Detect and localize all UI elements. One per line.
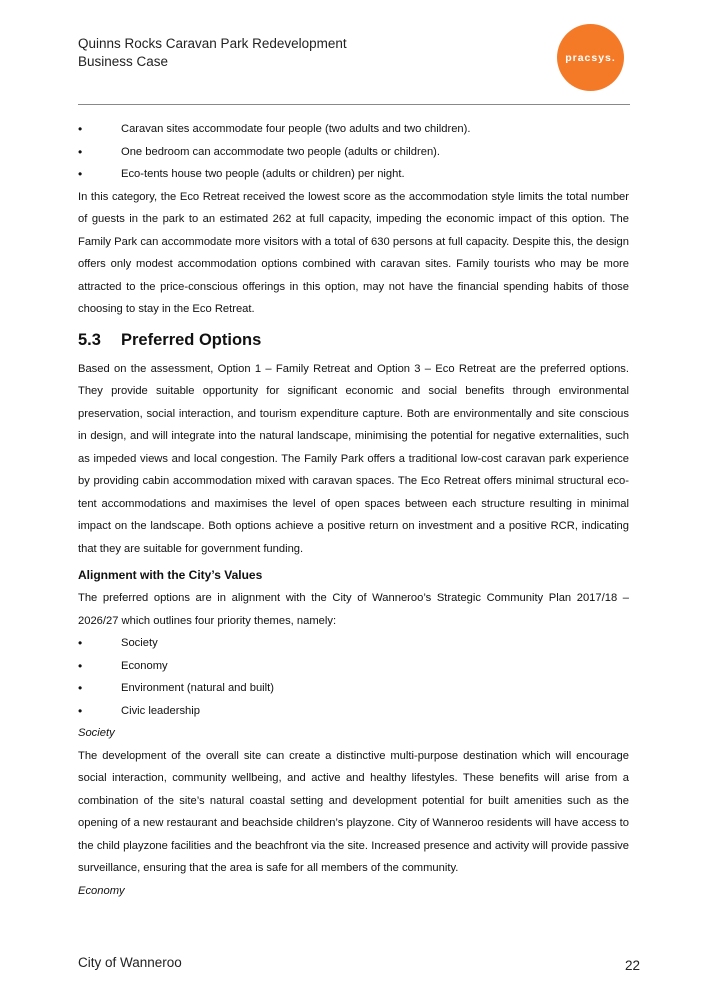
subheading-society: Society (78, 727, 115, 739)
list-item: • Economy (78, 655, 629, 678)
paragraph-preferred-options: Based on the assessment, Option 1 – Family Retreat and Option 3 – Eco Retreat are the preferred options. They provide suitable opportunity for significant economic and social benefits through environmental preservation, social interaction, and tourism expenditure capture. Both are environmentally and site conscious in design, and will integrate into the natural landscape, minimising the potential for negative externalities, such as impeded views and local congestion. The Family Park offers a traditional low-cost caravan park experience by providing cabin accommodation mixed with caravan spaces. The Eco Retreat offers minimal structural eco-tent accommodations and maximises the level of open spaces between each structure resulting in minimal impact on the landscape. Both options achieve a positive return on investment and a positive RCR, indicating that they are suitable for government funding. (78, 362, 629, 555)
section-number: 5.3 (78, 330, 101, 349)
section-title: Preferred Options (121, 330, 262, 349)
subheading-alignment: Alignment with the City’s Values (78, 568, 263, 582)
list-item: • Environment (natural and built) (78, 677, 629, 700)
header-divider (78, 104, 630, 105)
paragraph-eco-retreat-score: In this category, the Eco Retreat received the lowest score as the accommodation style limits the total number of guests in the park to an estimated 262 at full capacity, impeding the economic impact of this option. The Family Park can accommodate more visitors with a total of 630 persons at full capacity. Despite this, the design offers only modest accommodation options combined with caravan sites. Family tourists who may be more attracted to the price-conscious offerings in this option, may not have the financial spending habits of those choosing to stay in the Eco Retreat. (78, 190, 629, 315)
page-number: 22 (624, 958, 640, 973)
themes-bullet-list (78, 632, 629, 722)
list-item: • Society (78, 632, 629, 655)
logo-text: pracsys. (565, 51, 616, 64)
subheading-economy: Economy (78, 884, 125, 897)
footer-organisation: City of Wanneroo (78, 955, 182, 970)
page-body (78, 118, 629, 902)
header-project-title: Quinns Rocks Caravan Park Redevelopment (78, 36, 347, 51)
accommodation-bullet-list (78, 118, 629, 186)
list-item: • One bedroom can accommodate two people (adults or children). (78, 141, 629, 164)
list-item: • Caravan sites accommodate four people (two adults and two children). (78, 118, 629, 141)
list-item: • Civic leadership (78, 700, 629, 723)
pracsys-logo (557, 24, 624, 91)
document-header (78, 35, 347, 71)
list-item: • Eco-tents house two people (adults or children) per night. (78, 163, 629, 186)
section-heading (78, 329, 629, 351)
header-document-type: Business Case (78, 54, 169, 69)
paragraph-alignment: The preferred options are in alignment with the City of Wanneroo’s Strategic Community Plan 2017/18 – 2026/27 which outlines four priority themes, namely: (78, 592, 629, 627)
paragraph-society: The development of the overall site can create a distinctive multi-purpose destination which will encourage social interaction, community wellbeing, and active and healthy lifestyles. These benefits will arise from a combination of the site’s natural coastal setting and development potential for built amenities such as the opening of a new restaurant and beachside children’s playzone. City of Wanneroo residents will have access to the child playzone facilities and the beachfront via the site. Increased presence and activity will provide passive surveillance, ensuring that the area is safe for all members of the community. (78, 749, 629, 874)
